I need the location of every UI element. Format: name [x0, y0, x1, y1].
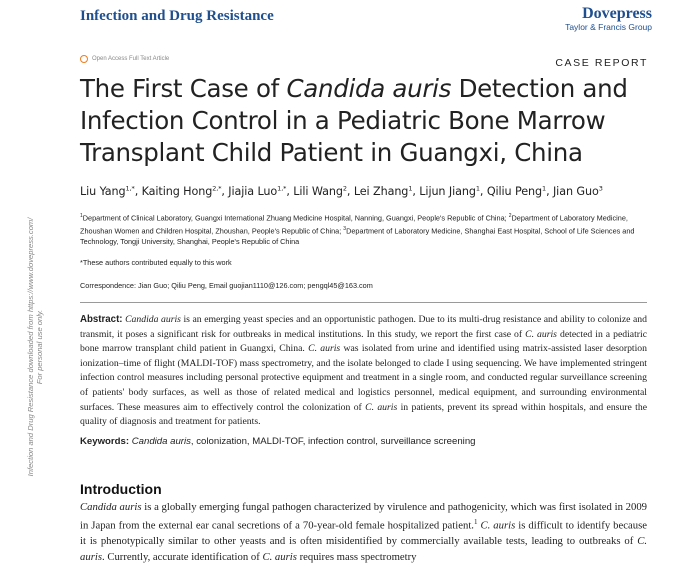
open-access-label: Open Access Full Text Article — [92, 56, 170, 62]
open-access-badge — [80, 55, 169, 63]
title-line-2: Infection Control in a Pediatric Bone Marrow — [80, 106, 606, 135]
publisher-logo — [565, 6, 652, 32]
author[interactable]: Lei Zhang$^1$ — [353, 184, 413, 198]
keywords: Keywords: Candida auris, colonization, MALDI-TOF, infection control, surveillance screening — [80, 436, 476, 447]
author[interactable]: Qiliu Peng$^1$ — [486, 184, 547, 198]
author[interactable]: Jian Guo$^3$ — [552, 184, 603, 198]
open-access-lock-icon — [80, 55, 88, 63]
citation-ref[interactable]: 1 — [473, 518, 478, 527]
author[interactable]: Lijun Jiang$^1$ — [419, 184, 480, 198]
section-heading-introduction: Introduction — [80, 481, 162, 497]
publisher-subtitle: Taylor & Francis Group — [565, 22, 652, 32]
author[interactable]: Lili Wang$^2$ — [293, 184, 347, 198]
author[interactable]: Jiajia Luo$^{1,*}$ — [228, 184, 287, 198]
abstract-label: Abstract: — [80, 314, 123, 325]
equal-contribution-note: *These authors contributed equally to this work — [80, 258, 232, 267]
introduction-paragraph: Candida auris is a globally emerging fungal pathogen characterized by virulence and pathogenicity, which was first isolated in 2009 in Japan from the external ear canal secretions of a 70-year-old female hospitalized patient.$^1$ C. auris is difficult to identify because it is phenotypically similar to other yeasts and is often misidentified by commercially available tests, leading to outbreaks of C. auris. Currently, accurate identification of C. auris requires mass spectrometry — [80, 501, 648, 563]
journal-name: Infection and Drug Resistance — [80, 8, 274, 24]
abstract: Abstract: Candida auris is an emerging yeast species and an opportunistic pathogen. Due to its multi-drug resistance and ability to colonize and transmit, it poses a significant risk for outbreaks in medical institutions. In this study, we report the first case of C. auris detected in a pediatric bone marrow transplant child patient in Guangxi, China. C. auris was isolated from urine and identified using matrix-assisted laser desorption ionization–time of flight (MALDI-TOF) mass spectrometry, and the isolate belonged to clade I using sequencing. We have implemented stringent infection control measures including personal protective equipment and treatment in a single room, and conducted regular surveillance screening of patients' body surfaces, as well as those of related medical and logistics personnel, medical equipment, and surrounding environmental surfaces. These measures aim to effectively control the colonization of C. auris in patients, prevent its spread within hospitals, and ensure the quality of diagnosis and treatment for patients. — [80, 314, 648, 428]
watermark-line-2: For personal use only. — [35, 309, 45, 385]
correspondence: Correspondence: Jian Guo; Qiliu Peng, Email guojian1110@126.com; pengql45@163.com — [80, 281, 373, 290]
title-line-1: The First Case of Candida auris Detection and — [80, 74, 628, 103]
divider — [80, 302, 647, 303]
author[interactable]: Kaiting Hong$^{2,*}$ — [141, 184, 222, 198]
article-type: CASE REPORT — [555, 57, 648, 69]
author[interactable]: Liu Yang$^{1,*}$ — [80, 184, 135, 198]
author-list: Liu Yang$^{1,*}$, Kaiting Hong$^{2,*}$, Jiajia Luo$^{1,*}$, Lili Wang$^2$, Lei Zhang$^1$, Lijun Jiang$^1$, Qiliu Peng$^1$, Jian Guo$^3$ — [80, 184, 603, 198]
title-line-3: Transplant Child Patient in Guangxi, China — [80, 138, 583, 167]
keywords-label: Keywords: — [80, 436, 130, 447]
article-title — [80, 73, 640, 169]
watermark-line-1: Infection and Drug Resistance downloaded from https://www.dovepress.com/ — [26, 217, 35, 477]
publisher-name: Dovepress — [582, 5, 652, 22]
affiliations: $^1$Department of Clinical Laboratory, Guangxi International Zhuang Medicine Hospital, Nanning, Guangxi, People's Republic of China; $^2$Department of Laboratory Medicine, Zhoushan Women and Children Hospital, Zhoushan, People's Republic of China; $^3$Department of Laboratory Medicine, Shanghai East Hospital, School of Life Sciences and Technology, Tongji University, Shanghai, People's Republic of China — [80, 213, 635, 246]
download-watermark — [26, 197, 45, 497]
